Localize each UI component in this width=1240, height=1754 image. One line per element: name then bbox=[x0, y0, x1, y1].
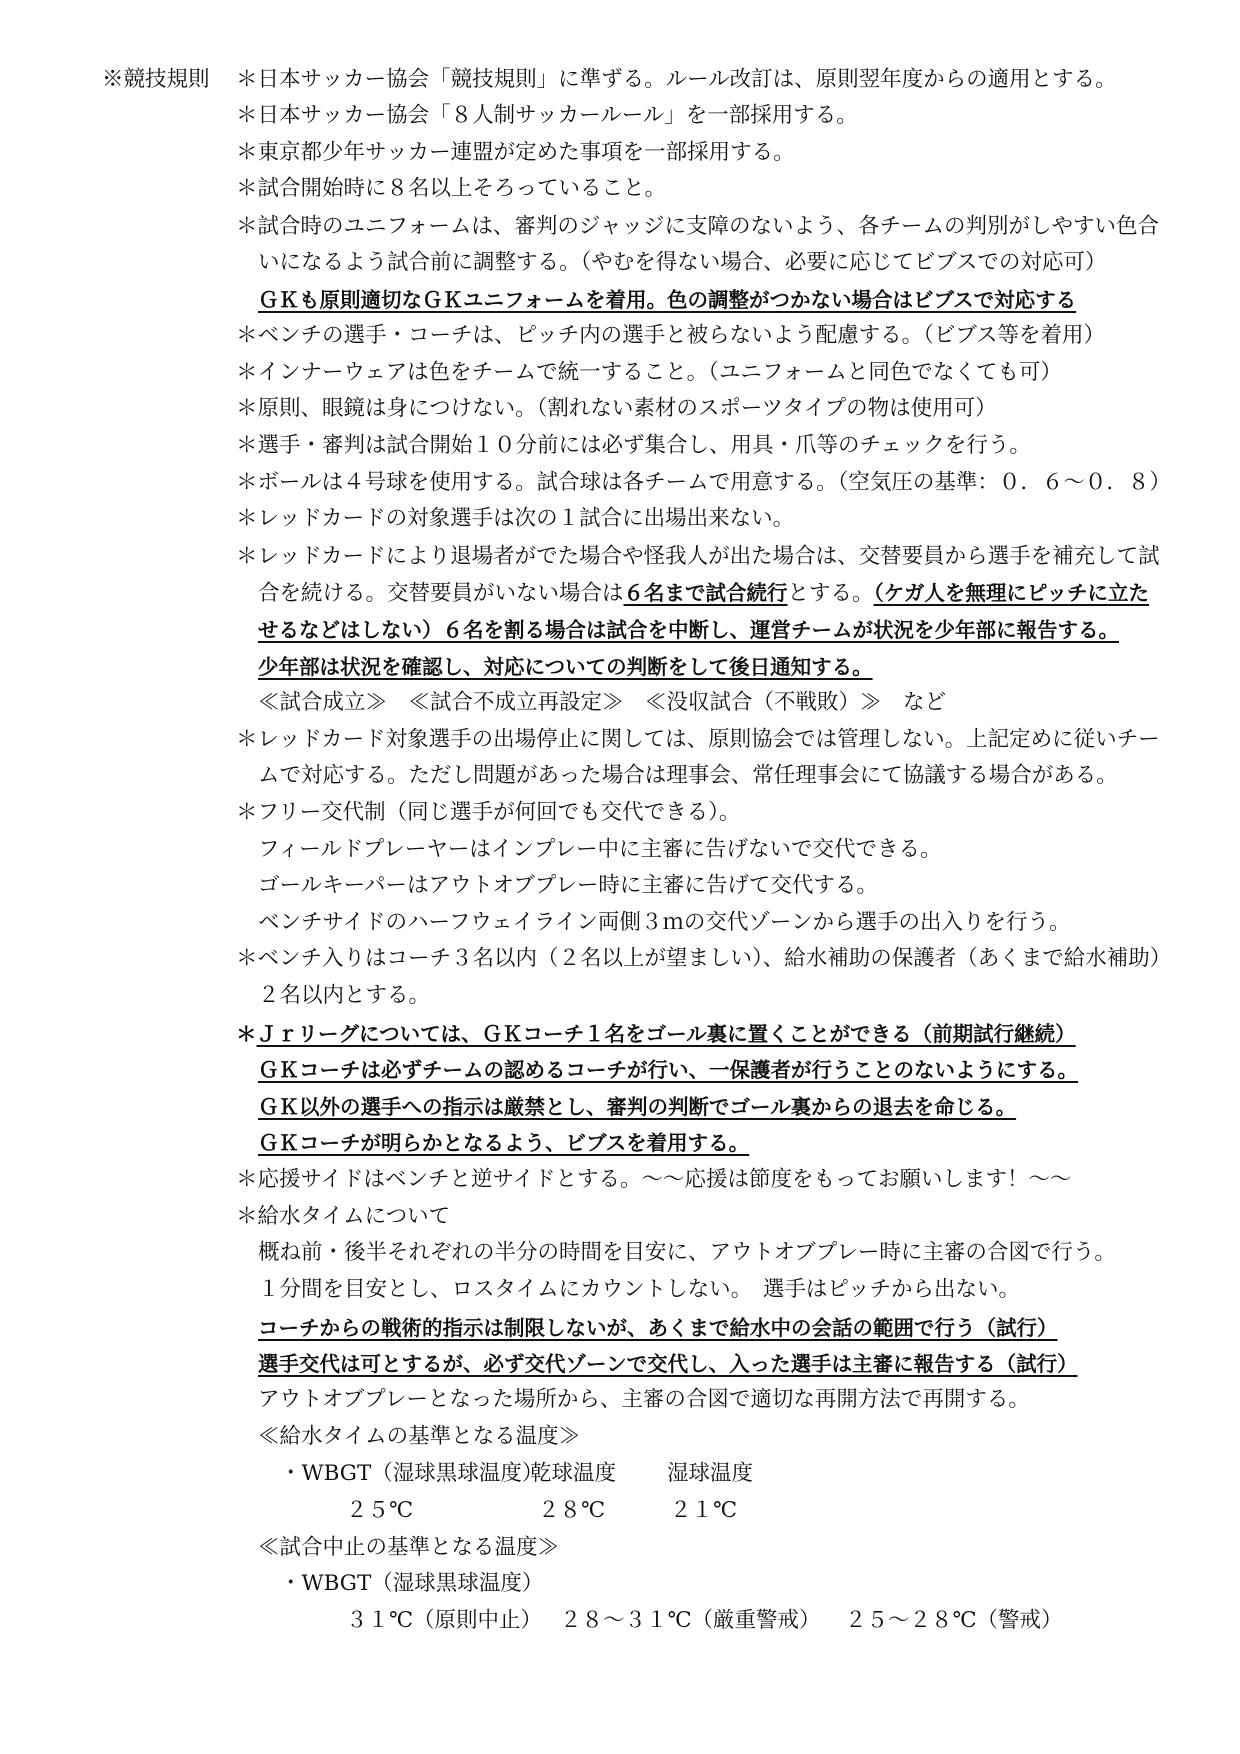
rule-line: ＊給水タイムについて bbox=[236, 1204, 451, 1229]
rule-line: ＊インナーウェアは色をチームで統一すること。（ユニフォームと同色でなくても可） bbox=[236, 360, 1062, 385]
rule-text-emphasis: ６名まで試合続行 bbox=[623, 581, 788, 605]
rule-line: ＊東京都少年サッカー連盟が定めた事項を一部採用する。 bbox=[236, 140, 795, 165]
rule-line-emphasis: ＧＫコーチは必ずチームの認めるコーチが行い、一保護者が行うことのないようにする。 bbox=[258, 1058, 1078, 1082]
rule-line: ＊日本サッカー協会「８人制サッカールール」を一部採用する。 bbox=[236, 103, 858, 128]
rule-line-emphasis: ＧＫ以外の選手への指示は厳禁とし、審判の判断でゴール裏からの退去を命じる。 bbox=[258, 1095, 1017, 1119]
rule-line-emphasis: せるなどはしない）６名を割る場合は試合を中断し、運営チームが状況を少年部に報告する。 bbox=[258, 618, 1119, 642]
suspension-header-wbgt: ・WBGT（湿球黒球温度） bbox=[280, 1571, 544, 1596]
rule-text: 合を続ける。交替要員がいない場合は bbox=[258, 581, 624, 606]
rule-line-emphasis: 少年部は状況を確認し、対応についての判断をして後日通知する。 bbox=[258, 655, 873, 679]
rule-line-mixed bbox=[258, 575, 1149, 612]
rule-line: ＊応援サイドはベンチと逆サイドとする。～～応援は節度をもってお願いします！～～ bbox=[236, 1167, 1072, 1192]
rule-line: ＊フリー交代制（同じ選手が何回でも交代できる）。 bbox=[236, 800, 741, 825]
rule-line: ＊日本サッカー協会「競技規則」に準ずる。ルール改訂は、原則翌年度からの適用とする。 bbox=[236, 67, 1117, 92]
water-break-header-wet: 湿球温度 bbox=[667, 1461, 754, 1486]
water-break-value-dry: ２８℃ bbox=[538, 1498, 606, 1523]
rule-line: ＊試合開始時に８名以上そろっていること。 bbox=[236, 176, 667, 201]
water-break-header-wbgt: ・WBGT（湿球黒球温度） bbox=[280, 1461, 544, 1486]
suspension-level-3: ２５～２８℃（警戒） bbox=[845, 1608, 1063, 1633]
rule-line-emphasis: ＧＫコーチが明らかとなるよう、ビブスを着用する。 bbox=[258, 1131, 750, 1155]
water-break-value-wet: ２１℃ bbox=[670, 1498, 738, 1523]
rule-line: ベンチサイドのハーフウェイライン両側３ｍの交代ゾーンから選手の出入りを行う。 bbox=[258, 910, 1071, 935]
rule-text-emphasis: （ケガ人を無理にピッチに立た bbox=[873, 581, 1150, 605]
rule-line: ＊選手・審判は試合開始１０分前には必ず集合し、用具・爪等のチェックを行う。 bbox=[236, 433, 1031, 458]
rule-line: ＊ベンチの選手・コーチは、ピッチ内の選手と被らないよう配慮する。（ビブス等を着用） bbox=[236, 323, 1106, 348]
rule-text-emphasis: Ｊｒリーグについては、ＧＫコーチ１名をゴール裏に置くことができる（前期試行継続） bbox=[256, 1022, 1076, 1046]
water-break-title: ≪給水タイムの基準となる温度≫ bbox=[258, 1424, 581, 1449]
rule-line: いになるよう試合前に調整する。（やむを得ない場合、必要に応じてビブスでの対応可） bbox=[258, 250, 1107, 275]
rule-line: フィールドプレーヤーはインプレー中に主審に告げないで交代できる。 bbox=[258, 837, 942, 862]
rule-line: ＊ボールは４号球を使用する。試合球は各チームで用意する。（空気圧の基準：０．６～０．８） bbox=[236, 470, 1171, 495]
suspension-level-1: ３１℃（原則中止） bbox=[346, 1608, 543, 1633]
rule-line: 概ね前・後半それぞれの半分の時間を目安に、アウトオブプレー時に主審の合図で行う。 bbox=[258, 1240, 1116, 1265]
rule-line: ＊レッドカードの対象選手は次の１試合に出場出来ない。 bbox=[236, 506, 795, 531]
rule-line: ２名以内とする。 bbox=[258, 983, 431, 1008]
suspension-level-2: ２８～３１℃（厳重警戒） bbox=[560, 1608, 821, 1633]
rule-line: アウトオブプレーとなった場所から、主審の合図で適切な再開方法で再開する。 bbox=[258, 1387, 1030, 1412]
section-heading: ※競技規則 bbox=[102, 67, 210, 92]
water-break-value-wbgt: ２５℃ bbox=[346, 1498, 414, 1523]
rule-line: ＊原則、眼鏡は身につけない。（割れない素材のスポーツタイプの物は使用可） bbox=[236, 396, 997, 421]
rule-text: とする。 bbox=[787, 581, 874, 606]
rule-line-emphasis: 選手交代は可とするが、必ず交代ゾーンで交代し、入った選手は主審に報告する（試行） bbox=[258, 1352, 1078, 1376]
rule-line: １分間を目安とし、ロスタイムにカウントしない。 選手はピッチから出ない。 bbox=[258, 1277, 1020, 1302]
rule-line: ≪試合成立≫ ≪試合不成立再設定≫ ≪没収試合（不戦敗）≫ など bbox=[258, 690, 947, 715]
rule-line: ＊レッドカードにより退場者がでた場合や怪我人が出た場合は、交替要員から選手を補充して試 bbox=[236, 544, 1160, 569]
rule-line: ムで対応する。ただし問題があった場合は理事会、常任理事会にて協議する場合がある。 bbox=[258, 763, 1118, 788]
suspension-title: ≪試合中止の基準となる温度≫ bbox=[258, 1535, 560, 1560]
rule-line: ＊レッドカード対象選手の出場停止に関しては、原則協会では管理しない。上記定めに従いチー bbox=[236, 727, 1160, 752]
rule-line-emphasis: ＧＫも原則適切なＧＫユニフォームを着用。色の調整がつかない場合はビブスで対応する bbox=[258, 288, 1077, 312]
water-break-header-dry: 乾球温度 bbox=[530, 1461, 617, 1486]
rule-bullet: ＊ bbox=[236, 1022, 257, 1046]
rule-line: ＊ベンチ入りはコーチ３名以内（２名以上が望ましい）、給水補助の保護者（あくまで給水補助） bbox=[236, 946, 1172, 971]
rule-line-emphasis: コーチからの戦術的指示は制限しないが、あくまで給水中の会話の範囲で行う（試行） bbox=[258, 1316, 1058, 1340]
rule-line: ゴールキーパーはアウトオブプレー時に主審に告げて交代する。 bbox=[258, 873, 878, 898]
rule-line-mixed bbox=[236, 1016, 1076, 1053]
rule-line: ＊試合時のユニフォームは、審判のジャッジに支障のないよう、各チームの判別がしやすい色合 bbox=[236, 214, 1159, 239]
